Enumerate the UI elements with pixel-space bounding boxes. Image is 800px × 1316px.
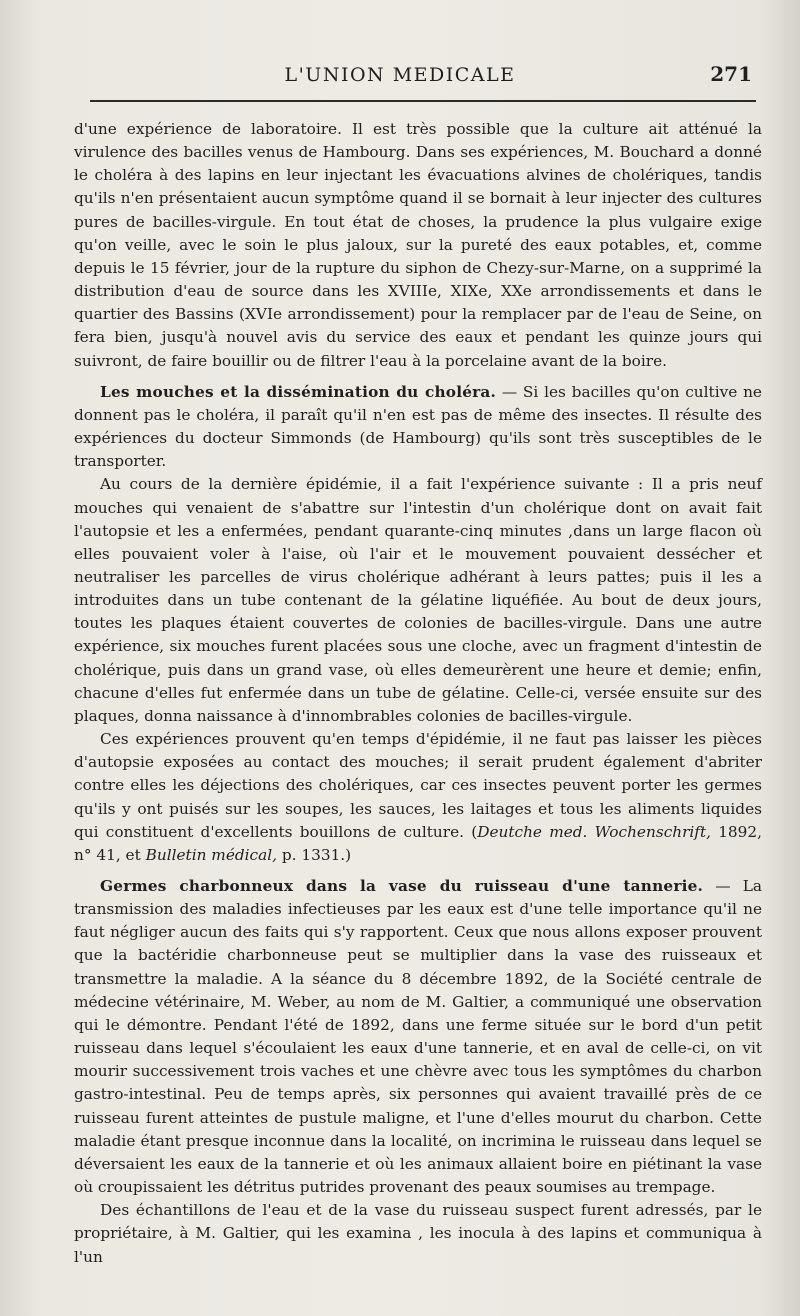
section-heading-mouches: Les mouches et la dissémination du choléra. (100, 382, 497, 401)
paragraph-conclusion-text: Ces expériences prouvent qu'en temps d'épidémie, il ne faut pas laisser les pièces d'autopsie exposées au contact des mouches; il serait prudent également d'abriter contre elles les déjections des cholériques, car ces insectes peuvent porter les germes qu'ils y ont puisés sur les soupes, les sauces, les laitages et tous les aliments liquides qui constituent d'excellents bouillons de culture. ( (74, 730, 762, 841)
header-rule (90, 100, 756, 102)
section-heading-germes: Germes charbonneux dans la vase du ruisseau d'une tannerie. (100, 877, 704, 895)
paragraph-conclusion (74, 728, 762, 867)
citation-journal-1: Deutche med. Wochenschrift, (477, 822, 711, 841)
article-body (74, 118, 762, 1269)
paragraph-germes-text: — La transmission des maladies infectieuses par les eaux est d'une telle importance qu'il ne faut négliger aucun des faits qui s'y rapportent. Ceux que nous allons exposer prouvent que la bactéridie charbonneuse peut se multiplier dans la vase des ruisseaux et transmettre la maladie. A la séance du 8 décembre 1892, de la Société centrale de médecine vétérinaire, M. Weber, au nom de M. Galtier, a communiqué une observation qui le démontre. Pendant l'été de 1892, dans une ferme située sur le bord d'un petit ruisseau dans lequel s'écoulaient les eaux d'une tannerie, et en aval de celle-ci, on vit mourir successivement trois vaches et une chèvre avec tous les symptômes du charbon gastro-intestinal. Peu de temps après, six personnes qui avaient travaillé près de ce ruisseau furent atteintes de pustule maligne, et l'une d'elles mourut du charbon. Cette maladie étant presque inconnue dans la localité, on incrimina le ruisseau dans lequel se déversaient les eaux de la tannerie et où les animaux allaient boire en piétinant la vase où croupissaient les détritus putrides provenant des peaux soumises au trempage. (74, 877, 762, 1197)
running-head (0, 62, 800, 92)
journal-title: L'UNION MEDICALE (284, 64, 516, 86)
citation-end: p. 1331.) (277, 845, 352, 864)
paragraph-mouches-text: — Si les bacilles qu'on cultive ne donnent pas le choléra, il paraît qu'il n'en est pas de même des insectes. Il résulte des expériences du docteur Simmonds (de Hambourg) qu'ils sont très susceptibles de le transporter. (74, 382, 762, 471)
paragraph-mouches (74, 381, 762, 474)
paragraph-experience: Au cours de la dernière épidémie, il a fait l'expérience suivante : Il a pris neuf mouches qui venaient de s'abattre sur l'intestin d'un cholérique dont on avait fait l'autopsie et les a enfermées, pendant quarante-cinq minutes ,dans un large flacon où elles pouvaient voler à l'aise, où l'air et le mouvement pouvaient dessécher et neutraliser les parcelles de virus cholérique adhérant à leurs pattes; puis il les a introduites dans un tube contenant de la gélatine liquéfiée. Au bout de deux jours, toutes les plaques étaient couvertes de colonies de bacilles-virgule. Dans une autre expérience, six mouches furent placées sous une cloche, avec un fragment d'intestin de cholérique, puis dans un grand vase, où elles demeurèrent une heure et demie; enfin, chacune d'elles fut enfermée dans un tube de gélatine. Celle-ci, versée ensuite sur des plaques, donna naissance à d'innombrables colonies de bacilles-virgule. (74, 475, 762, 725)
paragraph-germes (74, 875, 762, 1199)
paragraph-echantillons: Des échantillons de l'eau et de la vase du ruisseau suspect furent adressés, par le propriétaire, à M. Galtier, qui les examina , les inocula à des lapins et communiqua à l'un (74, 1201, 762, 1266)
citation-mid: 1892, n° 41, et (74, 822, 762, 864)
citation-journal-2: Bulletin médical, (145, 845, 277, 864)
paragraph-continuation: d'une expérience de laboratoire. Il est très possible que la culture ait atténué la virulence des bacilles venus de Hambourg. Dans ses expériences, M. Bouchard a donné le choléra à des lapins en leur injectant les évacuations alvines de cholériques, tandis qu'ils n'en présentaient aucun symptôme quand il se bornait à leur injecter des cultures pures de bacilles-virgule. En tout état de choses, la prudence la plus vulgaire exige qu'on veille, avec le soin le plus jaloux, sur la pureté des eaux potables, et, comme depuis le 15 février, jour de la rupture du siphon de Chezy-sur-Marne, on a supprimé la distribution d'eau de source dans les XVIIIe, XIXe, XXe arrondissements et dans le quartier des Bassins (XVIe arrondissement) pour la remplacer par de l'eau de Seine, on fera bien, jusqu'à nouvel avis du service des eaux et pendant les quinze jours qui suivront, de faire bouillir ou de filtrer l'eau à la porcelaine avant de la boire. (74, 120, 762, 370)
page-number: 271 (710, 62, 752, 86)
